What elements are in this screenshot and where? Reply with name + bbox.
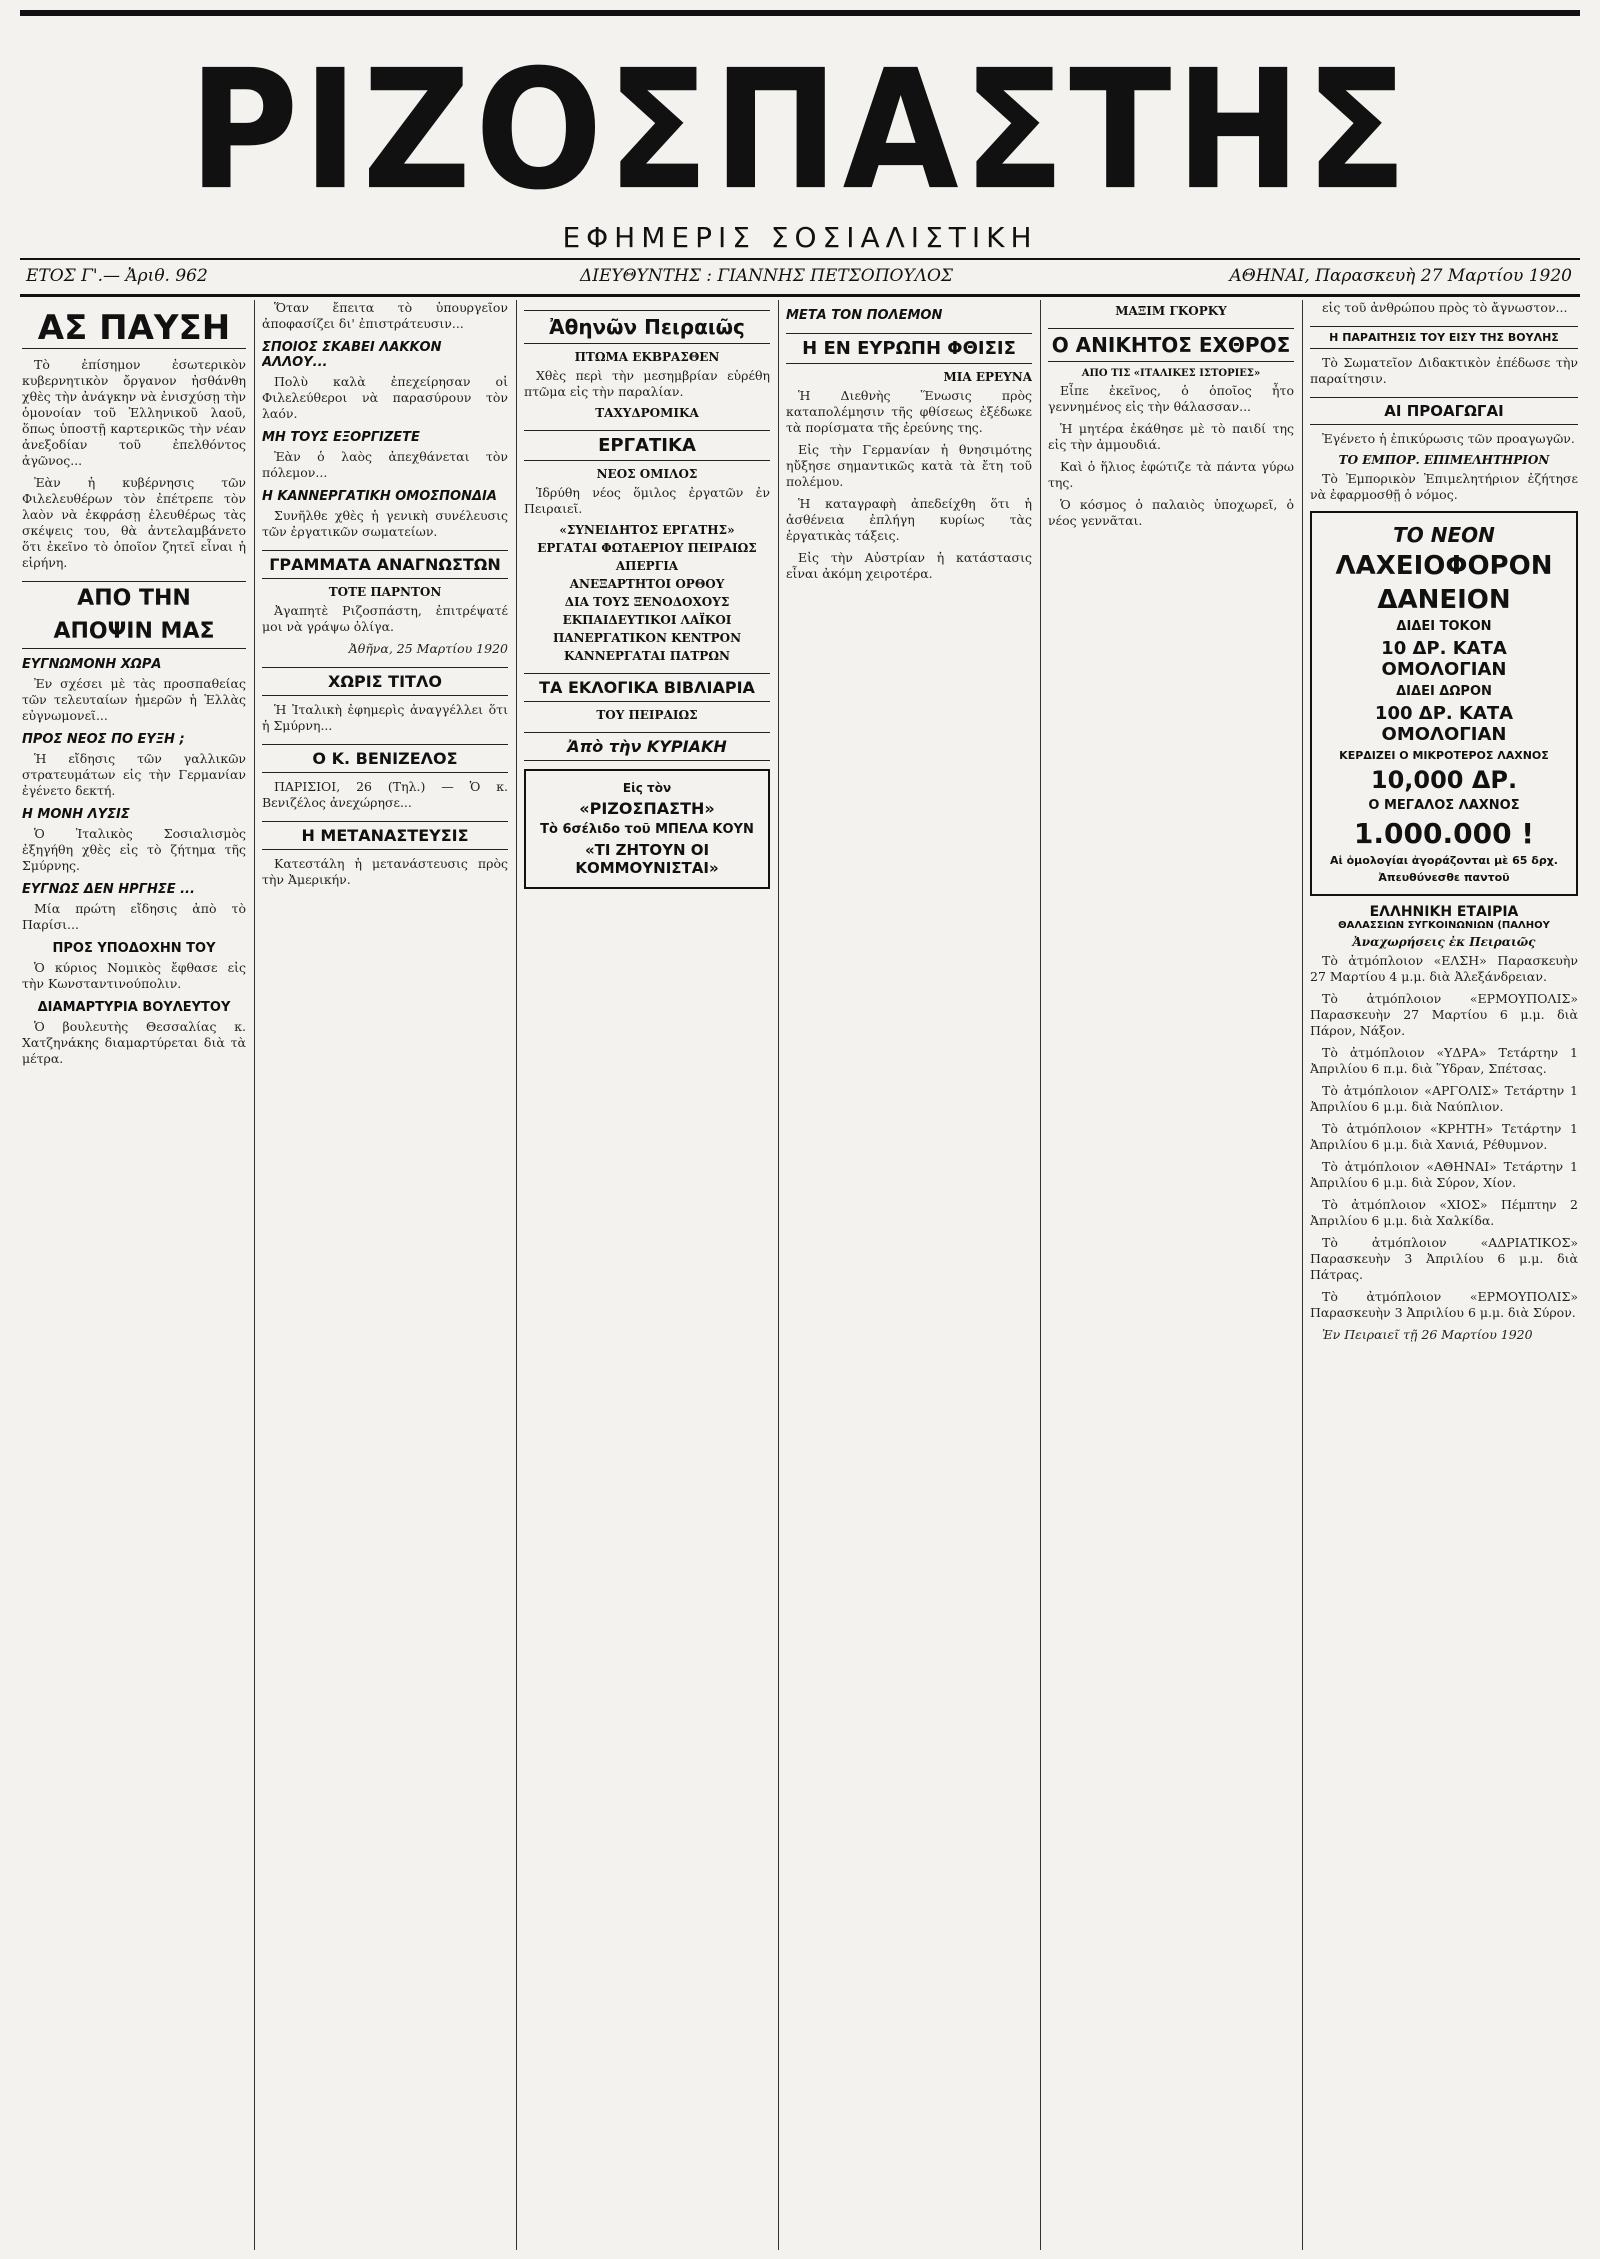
advert-line: Αἱ ὁμολογίαι ἀγοράζονται μὲ 65 δρχ. — [1330, 854, 1558, 867]
article-text: Εἶπε ἐκεῖνος, ὁ ὁποῖος ἦτο γεννημένος εἰς τὴν θάλασσαν... — [1048, 383, 1294, 414]
subheading: ΠΡΟΣ ΥΠΟΔΟΧΗΝ ΤΟΥ — [52, 941, 216, 956]
advert-line: «ΤΙ ΖΗΤΟΥΝ ΟΙ ΚΟΜΜΟΥΝΙΣΤΑΙ» — [575, 841, 719, 877]
article-text: Τὸ Σωματεῖον Διδακτικὸν ἐπέδωσε τὴν παραίτησιν. — [1310, 355, 1578, 386]
section-heading: ΤΑ ΕΚΛΟΓΙΚΑ ΒΙΒΛΙΑΡΙΑ — [524, 673, 770, 702]
sailing-notice: Τὸ ἀτμόπλοιον «ΧΙΟΣ» Πέμπτην 2 Ἀπριλίου 6 μ.μ. διὰ Χαλκίδα. — [1310, 1197, 1578, 1228]
article-text: Ἡ Διεθνὴς Ἕνωσις πρὸς καταπολέμησιν τῆς φθίσεως ἐξέδωκε τὰ πορίσματα τῆς ἐρεύνης της. — [786, 388, 1032, 435]
advert-line: ΔΑΝΕΙΟΝ — [1377, 585, 1511, 615]
subheading: ΝΕΟΣ ΟΜΙΛΟΣ — [596, 467, 698, 481]
advert-line: Εἰς τὸν — [622, 781, 672, 795]
advert-line: ΚΕΡΔΙΖΕΙ Ο ΜΙΚΡΟΤΕΡΟΣ ΛΑΧΝΟΣ — [1339, 749, 1549, 762]
article-text: Ὁ Ἰταλικὸς Σοσιαλισμὸς ἐξηγήθη χθὲς εἰς τὸ ζήτημα τῆς Σμύρνης. — [22, 826, 246, 873]
article-text: Εἰς τὴν Αὐστρίαν ἡ κατάστασις εἶναι ἀκόμη χειροτέρα. — [786, 550, 1032, 581]
letter-signature: Ἀθῆνα, 25 Μαρτίου 1920 — [348, 641, 508, 656]
advert-line: 10,000 ΔΡ. — [1370, 766, 1518, 794]
sailing-notice: Τὸ ἀτμόπλοιον «ΚΡΗΤΗ» Τετάρτην 1 Ἀπριλίου 6 μ.μ. διὰ Χανιά, Ρέθυμνον. — [1310, 1121, 1578, 1152]
subheading: ΠΡΟΣ ΝΕΟΣ ΠΟ ΕΥΞΗ ; — [22, 732, 185, 747]
sailing-notice: Τὸ ἀτμόπλοιον «ΕΛΣΗ» Παρασκευὴν 27 Μαρτίου 4 μ.μ. διὰ Ἀλεξάνδρειαν. — [1310, 953, 1578, 984]
section-heading: Ο ΑΝΙΚΗΤΟΣ ΕΧΘΡΟΣ — [1048, 328, 1294, 362]
section-heading: Ἀθηνῶν Πειραιῶς — [524, 310, 770, 344]
book-advert — [524, 769, 770, 889]
dateline — [20, 258, 1580, 297]
section-heading: Η ΠΑΡΑΙΤΗΣΙΣ ΤΟΥ ΕΙΣΥ ΤΗΣ ΒΟΥΛΗΣ — [1310, 326, 1578, 349]
column-1 — [22, 300, 246, 2250]
article-text: Ἡ καταγραφὴ ἀπεδείχθη ὅτι ἡ ἀσθένεια ἐπλήγη κυρίως τὰς ἐργατικὰς τάξεις. — [786, 496, 1032, 543]
article-text: Πολὺ καλὰ ἐπεχείρησαν οἱ Φιλελεύθεροι νὰ παρασύρουν τὸν λαόν. — [262, 374, 508, 421]
subheading: ΠΑΝΕΡΓΑΤΙΚΟΝ ΚΕΝΤΡΟΝ — [552, 631, 742, 645]
article-text: Τὸ Ἐμπορικὸν Ἐπιμελητήριον ἐζήτησε νὰ ἐφαρμοσθῇ ὁ νόμος. — [1310, 471, 1578, 502]
section-heading: ΓΡΑΜΜΑΤΑ ΑΝΑΓΝΩΣΤΩΝ — [262, 550, 508, 579]
subheading: ΣΠΟΙΟΣ ΣΚΑΒΕΙ ΛΑΚΚΟΝ ΑΛΛΟΥ... — [262, 340, 442, 370]
subheading: ΜΗ ΤΟΥΣ ΕΞΟΡΓΙΖΕΤΕ — [262, 430, 420, 445]
subheading: ΑΠΟ ΤΙΣ «ΙΤΑΛΙΚΕΣ ΙΣΤΟΡΙΕΣ» — [1081, 368, 1261, 379]
subheading: ΕΥΓΝΩΣ ΔΕΝ ΗΡΓΗΣΕ ... — [22, 882, 195, 897]
subheading: ΑΠΕΡΓΙΑ — [615, 559, 679, 573]
article-text: Ὁ βουλευτὴς Θεσσαλίας κ. Χατζηνάκης διαμαρτύρεται διὰ τὰ μέτρα. — [22, 1019, 246, 1066]
article-text: Ὅταν ἔπειτα τὸ ὑπουργεῖον ἀποφασίζει δι' ἐπιστράτευσιν... — [262, 300, 508, 331]
article-text: Καὶ ὁ ἥλιος ἐφώτιζε τὰ πάντα γύρω της. — [1048, 459, 1294, 490]
subheading: ΕΡΓΑΤΑΙ ΦΩΤΑΕΡΙΟΥ ΠΕΙΡΑΙΩΣ — [537, 541, 757, 555]
subheading: ΔΙΑ ΤΟΥΣ ΞΕΝΟΔΟΧΟΥΣ — [564, 595, 730, 609]
section-heading: Η ΜΕΤΑΝΑΣΤΕΥΣΙΣ — [262, 821, 508, 850]
column-6 — [1310, 300, 1578, 2250]
issue-number: ΕΤΟΣ Γ'.— Ἀριθ. 962 — [26, 266, 208, 286]
article-text: Εἰς τὴν Γερμανίαν ἡ θνησιμότης ηὔξησε σημαντικῶς κατὰ τὰ ἔτη τοῦ πολέμου. — [786, 442, 1032, 489]
column-rule — [1302, 300, 1303, 2250]
sailing-notice: Τὸ ἀτμόπλοιον «ΕΡΜΟΥΠΟΛΙΣ» Παρασκευὴν 3 Ἀπριλίου 6 μ.μ. διὰ Σύρον. — [1310, 1289, 1578, 1320]
section-heading: ΧΩΡΙΣ ΤΙΤΛΟ — [262, 667, 508, 696]
article-text: Ὁ κύριος Νομικὸς ἔφθασε εἰς τὴν Κωνσταντινούπολιν. — [22, 960, 246, 991]
column-rule — [516, 300, 517, 2250]
subheading: ΚΑΝΝΕΡΓΑΤΑΙ ΠΑΤΡΩΝ — [564, 649, 730, 663]
article-text: Ἐν σχέσει μὲ τὰς προσπαθείας τῶν τελευταίων ἡμερῶν ἡ Ἑλλὰς εὐγνωμονεῖ... — [22, 676, 246, 723]
subheading: ΕΚΠΑΙΔΕΥΤΙΚΟΙ ΛΑΪΚΟΙ — [562, 613, 732, 627]
advert-line: 100 ΔΡ. ΚΑΤΑ ΟΜΟΛΟΓΙΑΝ — [1374, 703, 1514, 745]
column-4 — [786, 300, 1032, 2250]
section-heading: ΑΠΟ ΤΗΝ — [22, 581, 246, 615]
advert-line: ΔΙΔΕΙ ΤΟΚΟΝ — [1396, 619, 1492, 634]
advert-line: Τὸ 6σέλιδο τοῦ ΜΠΕΛΑ ΚΟΥΝ — [540, 822, 754, 837]
masthead-subtitle: ΕΦΗΜΕΡΙΣ ΣΟΣΙΑΛΙΣΤΙΚΗ — [562, 221, 1038, 254]
section-heading: ΑΙ ΠΡΟΑΓΩΓΑΙ — [1310, 397, 1578, 425]
article-text: Συνῆλθε χθὲς ἡ γενικὴ συνέλευσις τῶν ἐργατικῶν σωματείων. — [262, 508, 508, 539]
issue-date: ΑΘΗΝΑΙ, Παρασκευὴ 27 Μαρτίου 1920 — [1229, 266, 1572, 286]
article-text: Ἐὰν ὁ λαὸς ἀπεχθάνεται τὸν πόλεμον... — [262, 449, 508, 480]
article-text: Τὸ ἐπίσημον ἐσωτερικὸν κυβερνητικὸν ὄργανον ἠσθάνθη χθὲς τὴν ἀνάγκην νὰ ἐνισχύσῃ τὴν ὁμονοίαν τοῦ Ἑλληνικοῦ λαοῦ, ὅπως ὑποστῇ καρτερικῶς τὴν νέαν ἀνεξοδίαν τοῦ ἐπελθόντος ἀγῶνος... — [22, 357, 246, 468]
subheading: ΤΑΧΥΔΡΟΜΙΚΑ — [595, 406, 699, 420]
masthead-title: ΡΙΖΟΣΠΑΣΤΗΣ — [188, 35, 1412, 227]
headline-as-paysh: ΑΣ ΠΑΥΣΗ — [22, 308, 246, 349]
subheading: ΤΟ ΕΜΠΟΡ. ΕΠΙΜΕΛΗΤΗΡΙΟΝ — [1338, 453, 1550, 467]
advert-line: ΛΑΧΕΙΟΦΟΡΟΝ — [1335, 551, 1553, 581]
section-heading: Η ΕΝ ΕΥΡΩΠΗ ΦΘΙΣΙΣ — [786, 333, 1032, 364]
article-text: Ἐγένετο ἡ ἐπικύρωσις τῶν προαγωγῶν. — [1322, 431, 1575, 446]
sailing-notice: Τὸ ἀτμόπλοιον «ΑΡΓΟΛΙΣ» Τετάρτην 1 Ἀπριλίου 6 μ.μ. διὰ Ναύπλιον. — [1310, 1083, 1578, 1114]
subheading: ΕΥΓΝΩΜΟΝΗ ΧΩΡΑ — [22, 657, 162, 672]
advert-line: ΔΙΔΕΙ ΔΩΡΟΝ — [1396, 684, 1492, 699]
article-text: Ἱδρύθη νέος ὅμιλος ἐργατῶν ἐν Πειραιεῖ. — [524, 485, 770, 516]
article-text: Μία πρώτη εἴδησις ἀπὸ τὸ Παρίσι... — [22, 901, 246, 932]
article-text: εἰς τοῦ ἀνθρώπου πρὸς τὸ ἄγνωστον... — [1322, 300, 1568, 315]
advert-line: 1.000.000 ! — [1353, 817, 1535, 850]
article-text: Ἡ Ἰταλικὴ ἐφημερὶς ἀναγγέλλει ὅτι ἡ Σμύρνη... — [262, 702, 508, 733]
subheading: ΤΟΤΕ ΠΑΡΝΤΟΝ — [328, 585, 442, 599]
section-heading: ΑΠΟΨΙΝ ΜΑΣ — [22, 615, 246, 649]
article-text: Ἡ εἴδησις τῶν γαλλικῶν στρατευμάτων εἰς τὴν Γερμανίαν ἐγένετο δεκτή. — [22, 751, 246, 798]
section-heading: Ἀπὸ τὴν ΚΥΡΙΑΚΗ — [524, 732, 770, 761]
section-heading: Ο Κ. ΒΕΝΙΖΕΛΟΣ — [262, 744, 508, 773]
subheading: «ΣΥΝΕΙΔΗΤΟΣ ΕΡΓΑΤΗΣ» — [559, 523, 735, 537]
article-text: Κατεστάλη ἡ μετανάστευσις πρὸς τὴν Ἀμερικήν. — [262, 856, 508, 887]
advert-line: «ΡΙΖΟΣΠΑΣΤΗ» — [579, 799, 715, 818]
article-text: Ἀγαπητὲ Ριζοσπάστη, ἐπιτρέψατέ μοι νὰ γράψω ὀλίγα. — [262, 603, 508, 634]
advert-line: 10 ΔΡ. ΚΑΤΑ ΟΜΟΛΟΓΙΑΝ — [1381, 638, 1507, 680]
advert-line: Ἀπευθύνεσθε παντοῦ — [1378, 871, 1510, 884]
subheading: ΜΕΤΑ ΤΟΝ ΠΟΛΕΜΟΝ — [786, 308, 943, 323]
article-text: Ἐὰν ἡ κυβέρνησις τῶν Φιλελευθέρων τὸν ἐπέτρεπε τὸν λαὸν νὰ ἐκφράσῃ ἐλευθέρως τὰς σκέψεις του, θὰ ἀντελαμβάνετο ὅτι ἐκεῖνο τὸ ὁποῖον ζητεῖ εἶναι ἡ εἰρήνη. — [22, 475, 246, 570]
sailing-notice: Τὸ ἀτμόπλοιον «ΑΔΡΙΑΤΙΚΟΣ» Παρασκευὴν 3 Ἀπριλίου 6 μ.μ. διὰ Πάτρας. — [1310, 1235, 1578, 1282]
notice-signature: Ἐν Πειραιεῖ τῇ 26 Μαρτίου 1920 — [1322, 1327, 1533, 1342]
article-text: Ἡ μητέρα ἐκάθησε μὲ τὸ παιδί της εἰς τὴν ἀμμουδιά. — [1048, 421, 1294, 452]
company-heading: ΕΛΛΗΝΙΚΗ ΕΤΑΙΡΙΑ — [1369, 904, 1519, 920]
section-heading: ΕΡΓΑΤΙΚΑ — [524, 430, 770, 461]
subheading: Ἀναχωρήσεις ἐκ Πειραιῶς — [1352, 935, 1536, 949]
column-rule — [1040, 300, 1041, 2250]
subheading: ΔΙΑΜΑΡΤΥΡΙΑ ΒΟΥΛΕΥΤΟΥ — [37, 1000, 231, 1015]
subheading: ΜΙΑ ΕΡΕΥΝΑ — [943, 370, 1032, 384]
sailing-notice: Τὸ ἀτμόπλοιον «ΥΔΡΑ» Τετάρτην 1 Ἀπριλίου 6 π.μ. διὰ Ὕδραν, Σπέτσας. — [1310, 1045, 1578, 1076]
sailing-notice: Τὸ ἀτμόπλοιον «ΕΡΜΟΥΠΟΛΙΣ» Παρασκευὴν 27 Μαρτίου 6 μ.μ. διὰ Πάρον, Νάξον. — [1310, 991, 1578, 1038]
column-3 — [524, 300, 770, 2250]
column-2 — [262, 300, 508, 2250]
subheading: ΤΟΥ ΠΕΙΡΑΙΩΣ — [596, 708, 698, 722]
article-text: Χθὲς περὶ τὴν μεσημβρίαν εὑρέθη πτῶμα εἰς τὴν παραλίαν. — [524, 368, 770, 399]
subheading: ΠΤΩΜΑ ΕΚΒΡΑΣΘΕΝ — [574, 350, 720, 364]
column-rule — [778, 300, 779, 2250]
article-text: ΠΑΡΙΣΙΟΙ, 26 (Τηλ.) — Ὁ κ. Βενιζέλος ἀνεχώρησε... — [262, 779, 508, 810]
subheading: Η ΜΟΝΗ ΛΥΣΙΣ — [22, 807, 130, 822]
subheading: Η ΚΑΝΝΕΡΓΑΤΙΚΗ ΟΜΟΣΠΟΝΔΙΑ — [262, 489, 497, 504]
company-heading: ΘΑΛΑΣΣΙΩΝ ΣΥΓΚΟΙΝΩΝΙΩΝ (ΠΑΛΗΟΥ — [1338, 920, 1550, 931]
subheading: ΑΝΕΞΑΡΤΗΤΟΙ ΟΡΘΟΥ — [569, 577, 725, 591]
column-5 — [1048, 300, 1294, 2250]
subheading: ΜΑΞΙΜ ΓΚΟΡΚΥ — [1115, 304, 1227, 318]
masthead — [20, 10, 1580, 266]
director-name: ΔΙΕΥΘΥΝΤΗΣ : ΓΙΑΝΝΗΣ ΠΕΤΣΟΠΟΥΛΟΣ — [580, 266, 953, 286]
article-text: Ὁ κόσμος ὁ παλαιὸς ὑποχωρεῖ, ὁ νέος γεννᾶται. — [1048, 497, 1294, 528]
advert-line: Ο ΜΕΓΑΛΟΣ ΛΑΧΝΟΣ — [1368, 798, 1520, 813]
lottery-loan-advert — [1310, 511, 1578, 896]
sailing-notice: Τὸ ἀτμόπλοιον «ΑΘΗΝΑΙ» Τετάρτην 1 Ἀπριλίου 6 μ.μ. διὰ Σύρον, Χίον. — [1310, 1159, 1578, 1190]
column-rule — [254, 300, 255, 2250]
advert-line: ΤΟ ΝΕΟΝ — [1393, 523, 1495, 547]
